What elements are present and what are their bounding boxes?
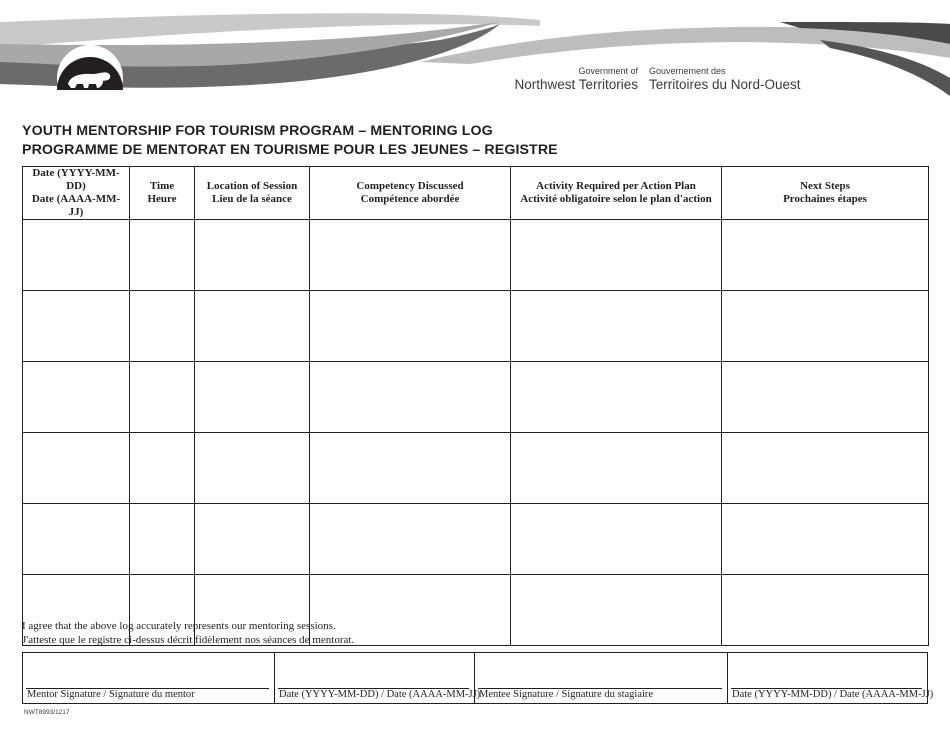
table-cell[interactable] xyxy=(511,362,722,433)
title-en: YOUTH MENTORSHIP FOR TOURISM PROGRAM – MENTORING LOG xyxy=(22,123,493,139)
mentee-signature-label: Mentee Signature / Signature du stagiaire xyxy=(479,689,654,700)
col-header-activity: Activity Required per Action Plan Activité obligatoire selon le plan d'action xyxy=(511,167,722,220)
table-cell[interactable] xyxy=(722,291,929,362)
table-row xyxy=(23,362,929,433)
table-row xyxy=(23,291,929,362)
table-body xyxy=(23,220,929,646)
table-cell[interactable] xyxy=(23,504,130,575)
table-cell[interactable] xyxy=(310,291,511,362)
gov-en-name: Northwest Territories xyxy=(514,77,638,92)
gov-fr-name: Territoires du Nord-Ouest xyxy=(649,77,801,92)
table-row xyxy=(23,220,929,291)
agreement-fr: J'atteste que le registre ci-dessus décrit fidèlement nos séances de mentorat. xyxy=(22,634,355,646)
table-cell[interactable] xyxy=(722,504,929,575)
col-header-competency: Competency Discussed Compétence abordée xyxy=(310,167,511,220)
table-cell[interactable] xyxy=(195,433,310,504)
table-cell[interactable] xyxy=(722,575,929,646)
table-cell[interactable] xyxy=(511,220,722,291)
table-cell[interactable] xyxy=(130,504,195,575)
mentor-signature-field[interactable] xyxy=(23,653,275,703)
table-cell[interactable] xyxy=(23,220,130,291)
table-cell[interactable] xyxy=(310,220,511,291)
table-cell[interactable] xyxy=(195,504,310,575)
table-cell[interactable] xyxy=(722,362,929,433)
title-fr: PROGRAMME DE MENTORAT EN TOURISME POUR LES JEUNES – REGISTRE xyxy=(22,142,558,158)
col-header-time: Time Heure xyxy=(130,167,195,220)
table-cell[interactable] xyxy=(195,362,310,433)
gov-fr-small: Gouvernement des xyxy=(649,66,726,76)
signature-block xyxy=(22,652,934,704)
gov-en-logotype xyxy=(498,66,638,93)
document-title xyxy=(22,122,558,160)
table-cell[interactable] xyxy=(722,433,929,504)
form-number: NWT8993/1217 xyxy=(24,709,70,716)
agreement-statement xyxy=(22,619,354,647)
table-row xyxy=(23,433,929,504)
gov-en-small: Government of xyxy=(578,66,638,76)
header-banner xyxy=(0,0,950,110)
mentor-date-field[interactable] xyxy=(275,653,481,703)
table-cell[interactable] xyxy=(130,362,195,433)
table-cell[interactable] xyxy=(310,362,511,433)
mentee-date-field[interactable] xyxy=(728,653,934,703)
col-header-next-steps: Next Steps Prochaines étapes xyxy=(722,167,929,220)
mentee-signature-field[interactable] xyxy=(475,653,728,703)
table-cell[interactable] xyxy=(310,433,511,504)
table-cell[interactable] xyxy=(511,504,722,575)
mentee-date-label: Date (YYYY-MM-DD) / Date (AAAA-MM-JJ) xyxy=(732,689,934,700)
table-cell[interactable] xyxy=(511,291,722,362)
table-cell[interactable] xyxy=(722,220,929,291)
table-cell[interactable] xyxy=(130,433,195,504)
table-cell[interactable] xyxy=(23,362,130,433)
agreement-en: I agree that the above log accurately represents our mentoring sessions. xyxy=(22,620,336,632)
table-cell[interactable] xyxy=(195,291,310,362)
table-cell[interactable] xyxy=(310,504,511,575)
mentoring-log-table xyxy=(22,166,929,646)
mentor-signature-label: Mentor Signature / Signature du mentor xyxy=(27,689,195,700)
col-header-date: Date (YYYY-MM-DD) Date (AAAA-MM-JJ) xyxy=(23,167,130,220)
table-cell[interactable] xyxy=(23,433,130,504)
table-row xyxy=(23,504,929,575)
table-cell[interactable] xyxy=(195,220,310,291)
table-cell[interactable] xyxy=(130,291,195,362)
table-cell[interactable] xyxy=(511,575,722,646)
table-cell[interactable] xyxy=(511,433,722,504)
col-header-location: Location of Session Lieu de la séance xyxy=(195,167,310,220)
table-header-row xyxy=(23,167,929,220)
gov-fr-logotype xyxy=(649,66,819,93)
table-cell[interactable] xyxy=(130,220,195,291)
mentor-date-label: Date (YYYY-MM-DD) / Date (AAAA-MM-JJ) xyxy=(279,689,481,700)
table-cell[interactable] xyxy=(23,291,130,362)
